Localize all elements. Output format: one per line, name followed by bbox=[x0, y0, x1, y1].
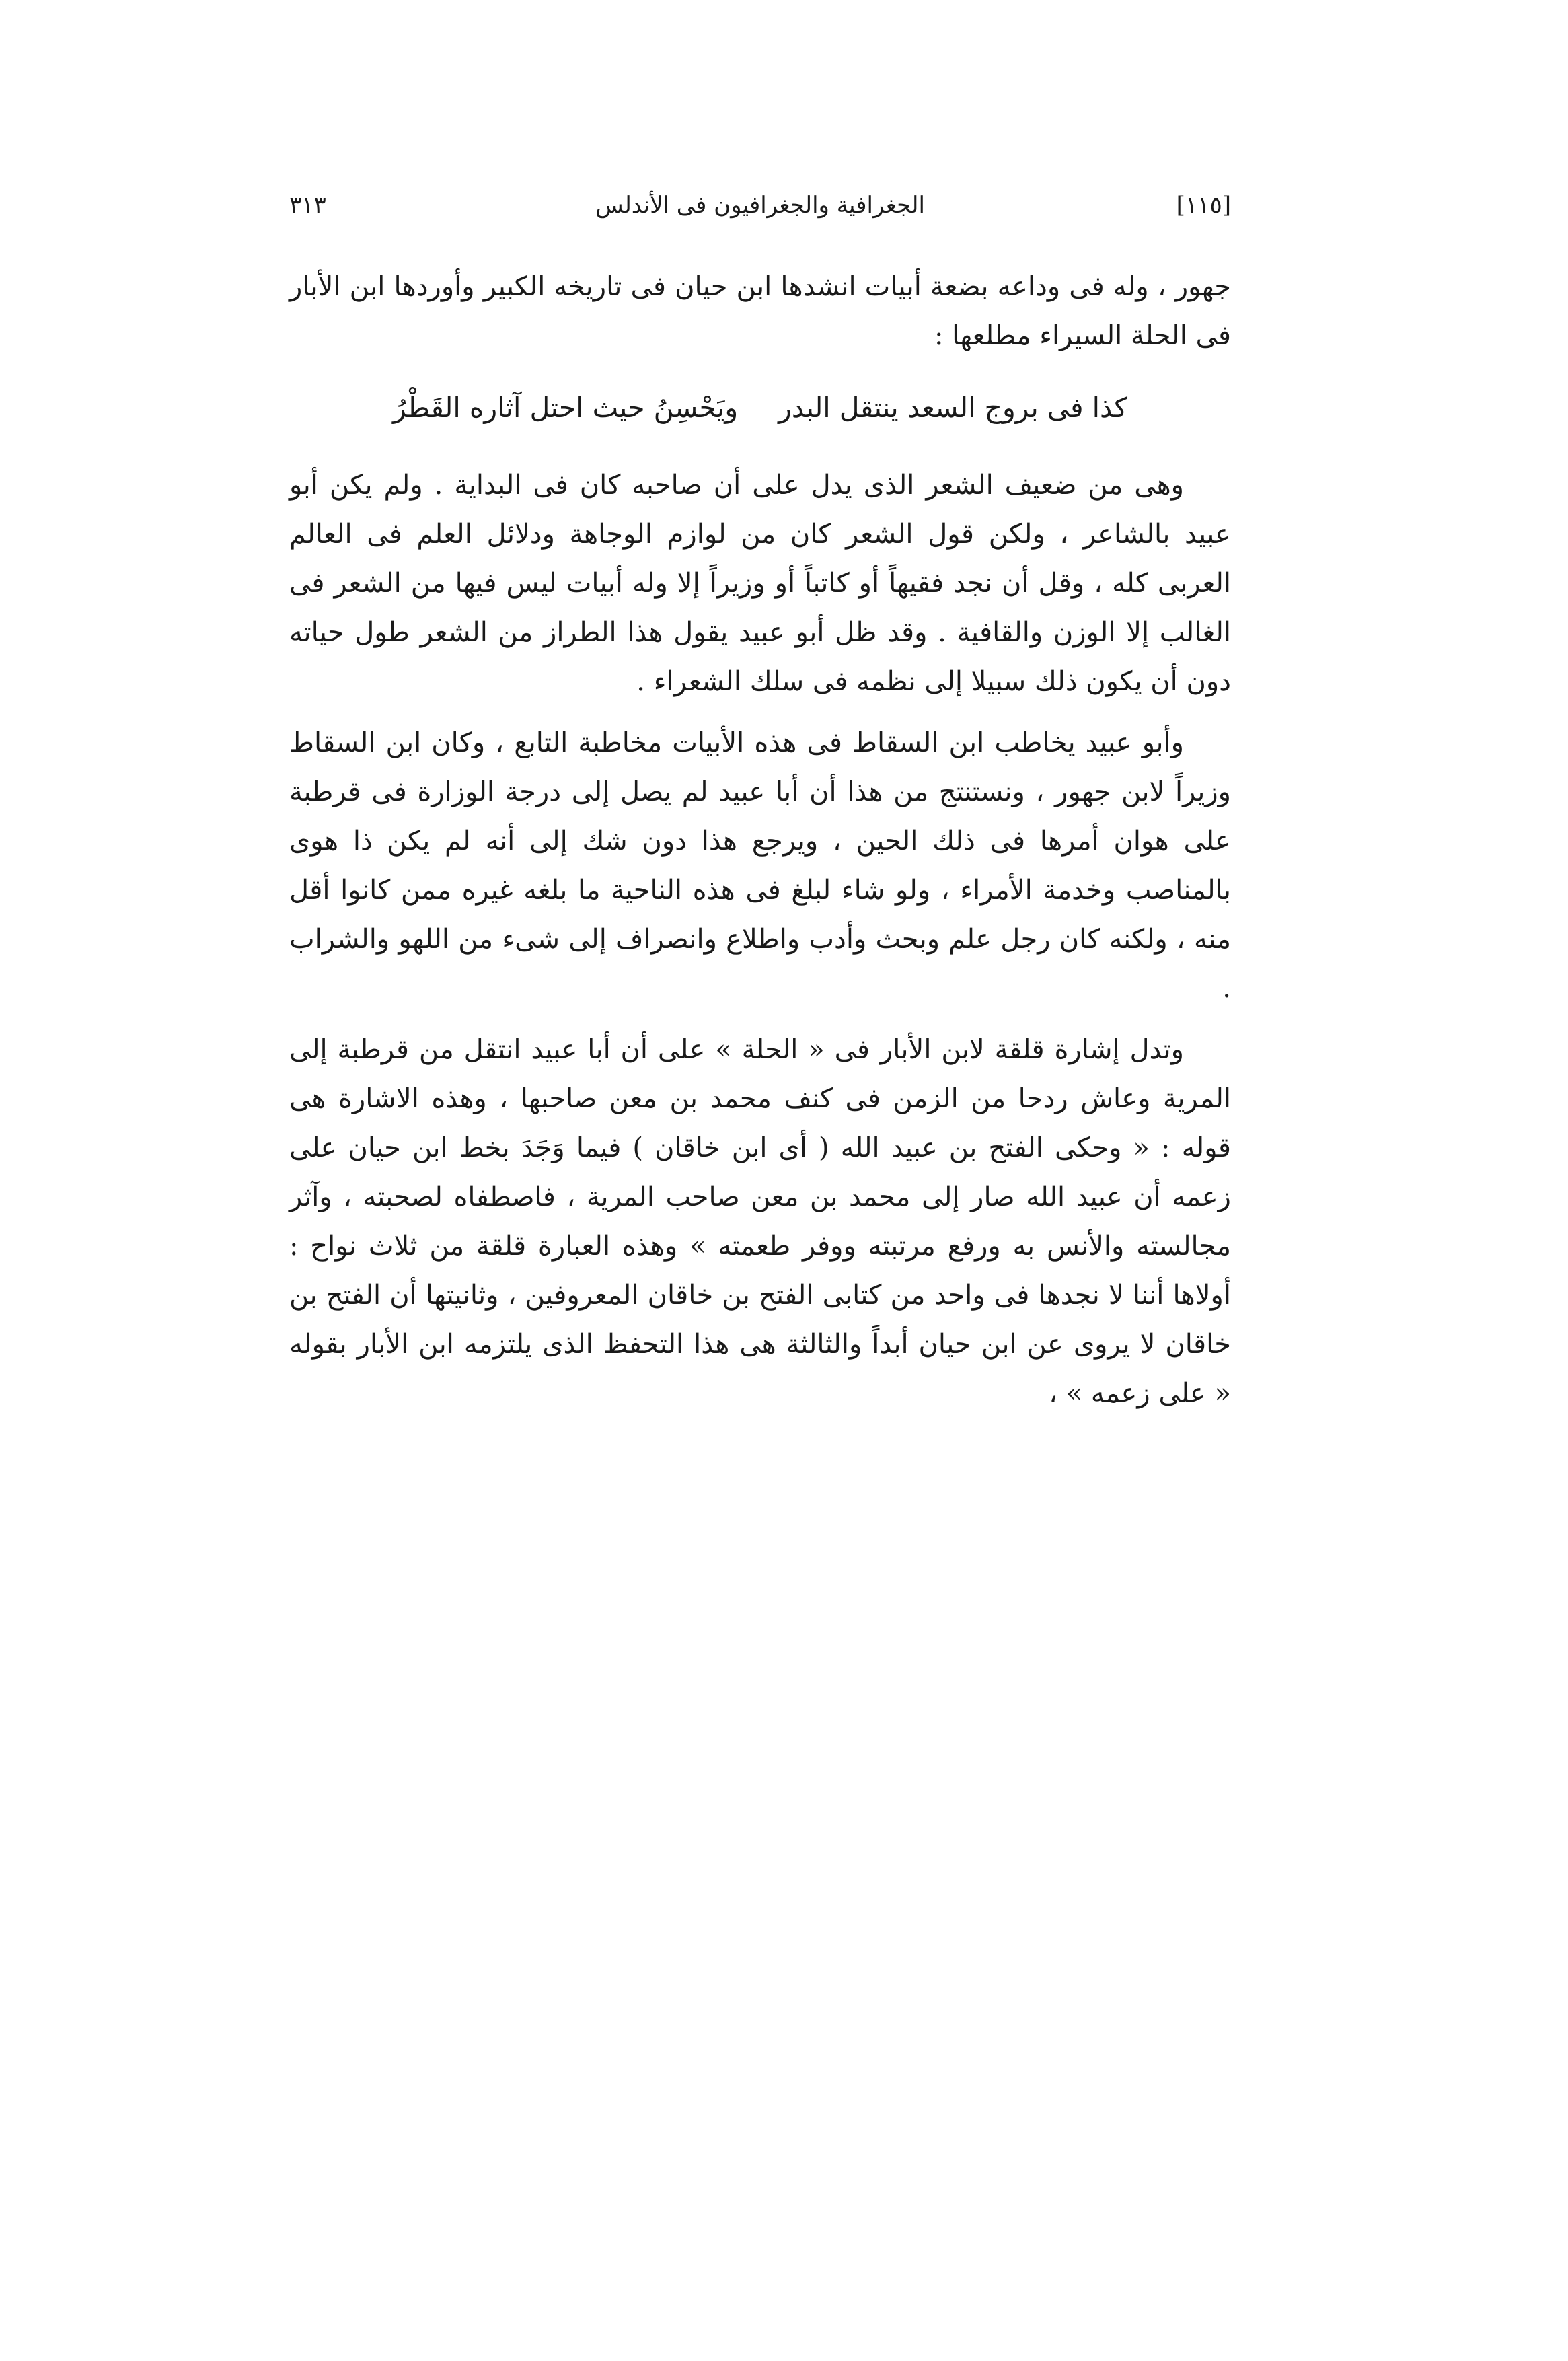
book-page bbox=[289, 182, 1231, 1729]
section-number: [١١٥] bbox=[1176, 192, 1231, 219]
paragraph-2: وهى من ضعيف الشعر الذى يدل على أن صاحبه كان فى البداية . ولم يكن أبو عبيد بالشاعر ، ولكن قول الشعر كان من لوازم الوجاهة ودلائل العلم فى العالم العربى كله ، وقل أن نجد فقيهاً أو كاتباً أو وزيراً إلا وله أبيات ليس فيها من الشعر فى الغالب إلا الوزن والقافية . وقد ظل أبو عبيد يقول هذا الطراز من الشعر طول حياته دون أن يكون ذلك سبيلا إلى نظمه فى سلك الشعراء . bbox=[289, 470, 1232, 697]
paragraph-3: وأبو عبيد يخاطب ابن السقاط فى هذه الأبيات مخاطبة التابع ، وكان ابن السقاط وزيراً لابن جهور ، ونستنتج من هذا أن أبا عبيد لم يصل إلى درجة الوزارة فى قرطبة على هوان أمرها فى ذلك الحين ، ويرجع هذا دون شك إلى أنه لم يكن ذا هوى بالمناصب وخدمة الأمراء ، ولو شاء لبلغ فى هذه الناحية ما بلغه غيره ممن كانوا أقل منه ، ولكنه كان رجل علم وبحث وأدب واطلاع وانصراف إلى شىء من اللهو والشراب . bbox=[289, 727, 1231, 1004]
running-title: الجغرافية والجغرافيون فى الأندلس bbox=[595, 192, 925, 219]
verse-line bbox=[289, 384, 1231, 433]
body-text bbox=[289, 262, 1231, 1430]
running-head bbox=[289, 182, 1231, 229]
verse-hemistich-2: ويَحْسِنُ حيث احتل آثاره القَطْرُ bbox=[392, 392, 739, 424]
paragraph-1: جهور ، وله فى وداعه بضعة أبيات انشدها ابن حيان فى تاريخه الكبير وأوردها ابن الأبار فى الحلة السيراء مطلعها : bbox=[289, 271, 1231, 351]
verse-hemistich-1: كذا فى بروج السعد ينتقل البدر bbox=[778, 392, 1128, 424]
page-number: ٣١٣ bbox=[289, 192, 326, 219]
paragraph-4: وتدل إشارة قلقة لابن الأبار فى « الحلة » على أن أبا عبيد انتقل من قرطبة إلى المرية وعاش ردحا من الزمن فى كنف محمد بن معن صاحبها ، وهذه الاشارة هى قوله : « وحكى الفتح بن عبيد الله ( أى ابن خاقان ) فيما وَجَدَ بخط ابن حيان على زعمه أن عبيد الله صار إلى محمد بن معن صاحب المرية ، فاصطفاه لصحبته ، وآثر مجالسته والأنس به ورفع مرتبته ووفر طعمته » وهذه العبارة قلقة من ثلاث نواح : أولاها أننا لا نجدها فى واحد من كتابى الفتح بن خاقان المعروفين ، وثانيتها أن الفتح بن خاقان لا يروى عن ابن حيان أبداً والثالثة هى هذا التحفظ الذى يلتزمه ابن الأبار بقوله « على زعمه » ، bbox=[289, 1034, 1231, 1409]
